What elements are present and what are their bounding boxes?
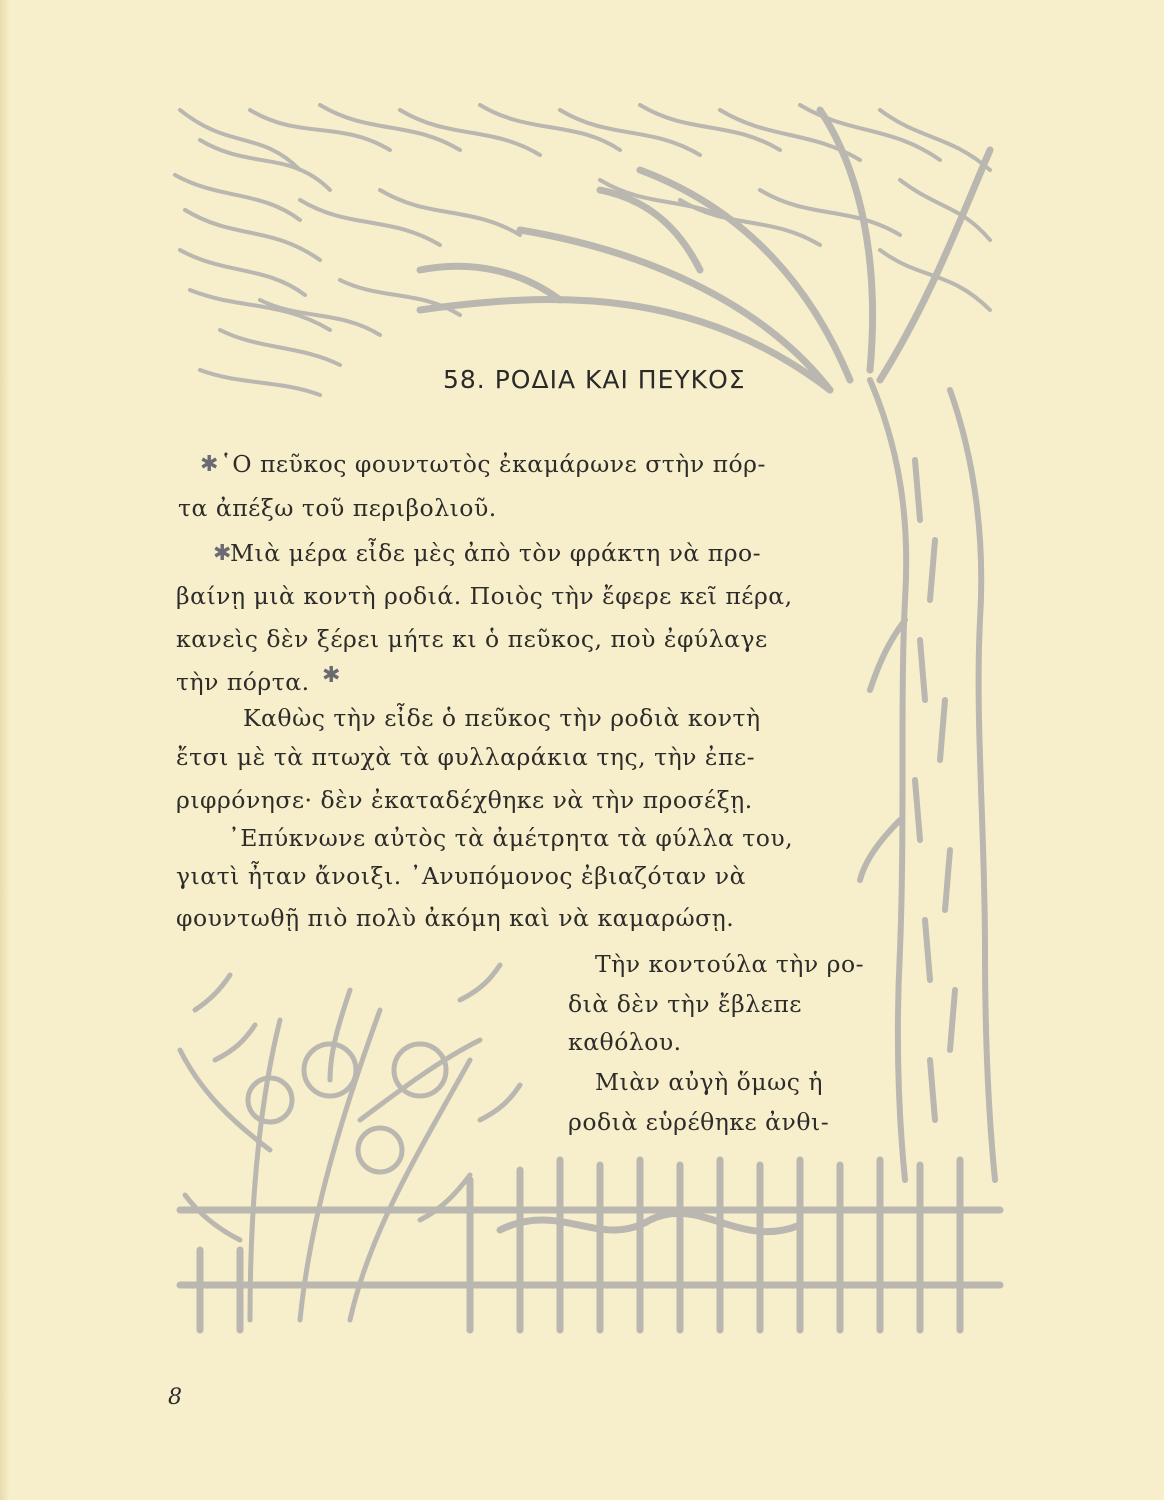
text-line: Μιὰν αὐγὴ ὅμως ἡ (595, 1068, 823, 1096)
text-line: Καθὼς τὴν εἶδε ὁ πεῦκος τὴν ροδιὰ κοντὴ (243, 704, 761, 732)
text-line: ἔτσι μὲ τὰ πτωχὰ τὰ φυλλαράκια της, τὴν ἐπε- (176, 743, 756, 771)
text-line: τὴν πόρτα. (176, 668, 310, 696)
text-line: καθόλου. (568, 1028, 682, 1056)
text-line: ροδιὰ εὑρέθηκε ἀνθι- (568, 1108, 830, 1136)
chapter-title-text: ΡΟΔΙΑ ΚΑΙ ΠΕΥΚΟΣ (494, 365, 746, 394)
chapter-number: 58. (443, 365, 486, 394)
chapter-title (443, 365, 746, 394)
pine-trunk (860, 380, 995, 1180)
text-line: τα ἀπέξω τοῦ περιβολιοῦ. (178, 494, 497, 522)
text-line: ῾Ο πεῦκος φουντωτὸς ἐκαμάρωνε στὴν πόρ- (220, 450, 766, 478)
handwritten-mark-icon: ✱ (213, 541, 232, 566)
handwritten-mark-icon: ✱ (322, 663, 341, 688)
text-line: ᾿Επύκνωνε αὐτὸς τὰ ἀμέτρητα τὰ φύλλα του, (228, 824, 794, 852)
text-line: Μιὰ μέρα εἶδε μὲς ἀπὸ τὸν φράκτη νὰ προ- (230, 539, 762, 567)
text-line: γιατὶ ἦταν ἄνοιξι. ᾿Ανυπόμονος ἐβιαζόταν νὰ (176, 862, 746, 890)
text-line: ριφρόνησε· δὲν ἐκαταδέχθηκε νὰ τὴν προσέξῃ. (176, 786, 753, 814)
text-line: διὰ δὲν τὴν ἔβλεπε (568, 990, 802, 1018)
pine-branches (420, 110, 990, 390)
text-line: Τὴν κοντούλα τὴν ρο- (595, 950, 865, 978)
handwritten-mark-icon: ✱ (200, 452, 219, 477)
text-line: φουντωθῇ πιὸ πολὺ ἀκόμη καὶ νὰ καμαρώσῃ. (176, 904, 735, 932)
text-line: βαίνῃ μιὰ κοντὴ ροδιά. Ποιὸς τὴν ἔφερε κεῖ πέρα, (176, 582, 793, 610)
text-line: κανεὶς δὲν ξέρει μήτε κι ὁ πεῦκος, ποὺ ἐφύλαγε (176, 625, 768, 653)
page-number: 8 (168, 1385, 182, 1410)
